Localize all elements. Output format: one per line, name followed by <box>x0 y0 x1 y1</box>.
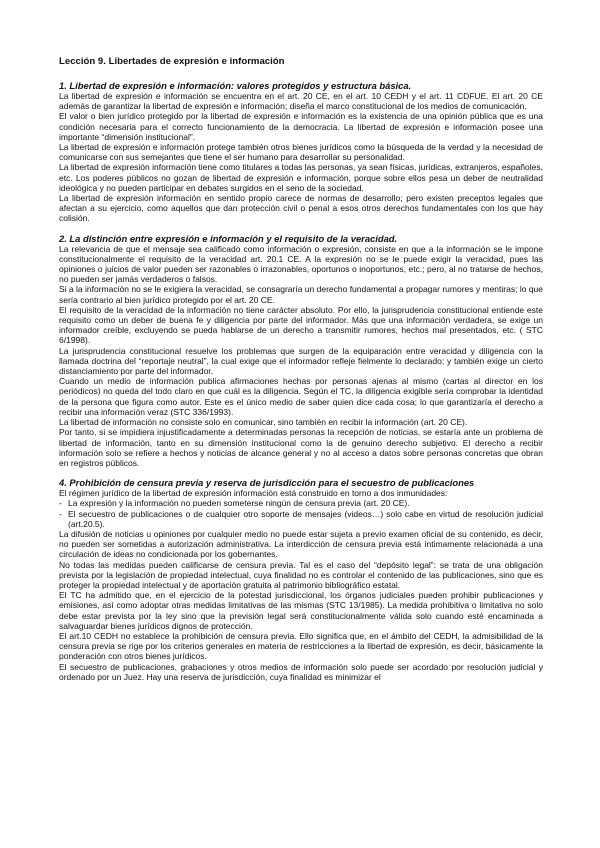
page-title: Lección 9. Libertades de expresión e información <box>59 56 285 67</box>
section-heading: 4. Prohibición de censura previa y reserva de jurisdicción para el secuestro de publicaciones <box>59 477 475 489</box>
section-heading: 1. Libertad de expresión e información: valores protegidos y estructura básica. <box>59 80 412 91</box>
document-page <box>59 56 543 691</box>
section-heading: 2. La distinción entre expresión e información y el requisito de la veracidad. <box>59 232 398 244</box>
paragraph: La libertad de expresión información tiene como titulares a todas las personas, ya sean físicas, jurídicas, extranjeros, españoles, etc. Los poderes públicos no gozan de libertad de expresión e información, porque sobre ellos pesa un deber de neutralidad ideológica y no pueden participar en debates surgidos en el seno de la sociedad. <box>59 162 543 193</box>
paragraph: El secuestro de publicaciones, grabaciones y otros medios de información solo puede ser acordado por resolución judicial y ordenado por un Juez. Hay una reserva de jurisdicción, cuya finalidad es minimizar el <box>59 661 543 682</box>
bullet-list <box>59 498 543 529</box>
paragraph: La libertad de información no consiste solo en comunicar, sino también en recibir la información (art. 20 CE). <box>59 417 468 428</box>
list-item: - La expresión y la información no pueden someterse ningún de censura previa (art. 20 CE). <box>59 498 543 508</box>
section-1 <box>59 80 543 224</box>
paragraph: No todas las medidas pueden calificarse de censura previa. Tal es el caso del “depósito legal”: se trata de una obligación prevista por la legislación de propiedad intelectual, cuya finalidad no es controlar el contenido de las publicaciones, sino que es proteger la propiedad intelectual y de aportación gratuita al patrimonio bibliográfico estatal. <box>59 559 543 590</box>
paragraph: El art.10 CEDH no establece la prohibición de censura previa. Ello significa que, en el ámbito del CEDH, la admisibilidad de la censura previa se rige por los criterios generales en materia de restricciones a la libertad de expresión, es decir, básicamente la ponderación con otros bienes jurídicos. <box>59 630 543 662</box>
paragraph: La relevancia de que el mensaje sea calificado como información o expresión, consiste en que a la información se le impone constitucionalmente el requisito de la veracidad art. 20.1 CE. A la expresión no se le puede exigir la veracidad, pues las opiniones o juicios de valor pueden ser razonables o irrazonables, oportunos o inoportunos, etc.; pero, al no tratarse de hechos, no pueden ser jamás verdaderos o falsos. <box>59 243 543 285</box>
paragraph: Cuando un medio de información publica afirmaciones hechas por personas ajenas al mismo (cartas al director en los periódicos) no queda del todo claro en que cuál es la diligencia. Según el TC, la diligencia exigible sería comprobar la identidad de la persona que figura como autor. Este es el único medio de saber quien dice cada cosa; lo que garantizaría el derecho a recibir una información veraz (STC 336/1993). <box>59 376 543 417</box>
paragraph: La libertad de expresión e información se encuentra en el art. 20 CE, en el art. 10 CEDH y el art. 11 CDFUE. El art. 20 CE además de garantizar la libertad de expresión e información; diseña el marco constitucional de los medios de comunicación. <box>59 91 543 112</box>
paragraph: La jurisprudencia constitucional resuelve los problemas que surgen de la equiparación entre veracidad y diligencia con la llamada doctrina del “reportaje neutral”, la cual exige que el informador refleje fielmente lo declarado; y también exige un cierto distanciamiento por parte del informador. <box>59 345 543 377</box>
list-item: - El secuestro de publicaciones o de cualquier otro soporte de mensajes (videos…) solo cabe en virtud de resolución judicial (art.20.5). <box>59 509 543 529</box>
section-2 <box>59 233 543 468</box>
paragraph: El valor o bien jurídico protegido por la libertad de expresión e información es la existencia de una opinión pública que es una condición necesaria para el correcto funcionamiento de la democracia. La libertad de expresión e información posee una importante “dimensión institucional”. <box>59 111 543 142</box>
paragraph: La libertad de expresión información en sentido propio carece de normas de desarrollo; pero existen preceptos legales que afectan a su ejercicio, como aquellos que dan protección civil o penal a esos otros derechos fundamentales con los que hay colisión. <box>59 193 543 224</box>
paragraph: Si a la información no se le exigiera la veracidad, se consagraría un derecho fundamental a propagar rumores y mentiras; lo que sería contrario al bien jurídico protegido por el art. 20 CE. <box>59 284 543 305</box>
paragraph: La difusión de noticias u opiniones por cualquier medio no puede estar sujeta a previo examen oficial de su contenido, es decir, no pueden ser sometidas a autorización administrativa. La interdicción de censura previa está íntimamente relacionada a una circulación de ideas no condicionada por los gobernantes. <box>59 528 543 560</box>
section-4 <box>59 477 543 682</box>
paragraph: Por tanto, si se impidiera injustificadamente a determinadas personas la recepción de noticias, se estaría ante un problema de libertad de información, tanto en su dimensión institucional como la de genuino derecho subjetivo. El derecho a recibir información solo se refiere a hechos y noticias de alcance general y no al acceso a datos sobre personas concretas que obran en registros públicos. <box>59 427 543 468</box>
paragraph: El TC ha admitido que, en el ejercicio de la potestad jurisdiccional, los órganos judiciales pueden prohibir publicaciones y emisiones, así como adoptar otras medidas limitativas de las mismas (STC 13/1985). La medida prohibitiva o limitativa no solo debe estar prevista por la ley sino que la previsión legal será constitucionalmente válida solo cuando esté encaminada a salvaguardar bienes jurídicos dignos de protección. <box>59 590 543 631</box>
paragraph: La libertad de expresión e información protege también otros bienes jurídicos como la búsqueda de la verdad y la necesidad de comunicarse con sus semejantes que tiene el ser humano para desarrollar su personalidad. <box>59 142 543 163</box>
section-intro: El régimen jurídico de la libertad de expresión información está construido en torno a dos inmunidades: <box>59 488 448 499</box>
paragraph: El requisito de la veracidad de la información no tiene carácter absoluto. Por ello, la jurisprudencia constitucional entiende este requisito como un deber de buena fe y diligencia por parte del informador. Más que una información verdadera, se exige un informador creíble, excluyendo se pueda hablarse de un derecho a transmitir rumores, hechos mal presentados, etc. ( STC 6/1998). <box>59 304 543 346</box>
